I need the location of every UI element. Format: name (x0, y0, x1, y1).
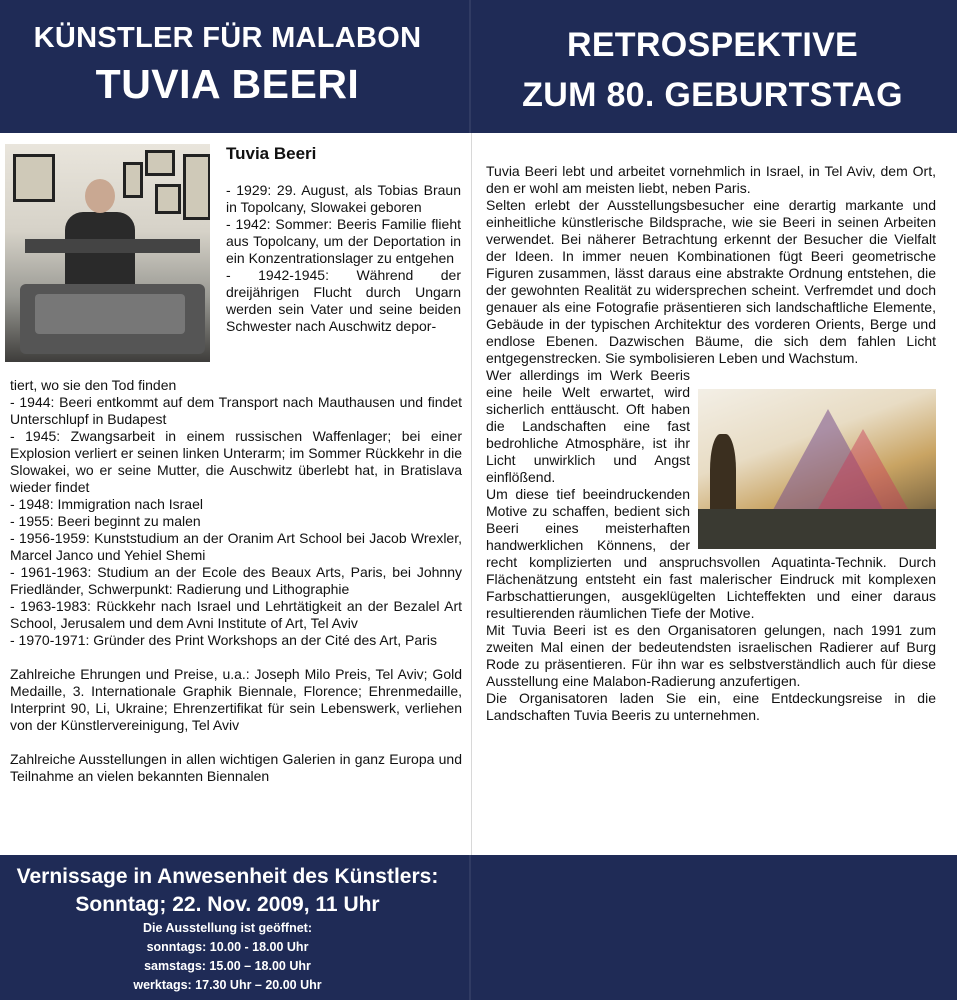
vernissage-line: Vernissage in Anwesenheit des Künstlers: (16, 865, 439, 888)
header-artist-name: TUVIA BEERI (95, 61, 360, 107)
article-paragraph: Selten erlebt der Ausstellungsbesucher eine derartig markante und einheitliche künstlerische Bildsprache, wie sie Beeri in seinen Arbeiten verwendet. Bei näherer Betrachtung erkennt der Besucher die Vielfalt der Ideen. In immer neuen Kombinationen fügt Beeri geometrische Figuren zusammen, lässt daraus eine abstrakte Ordnung entstehen, die der gewohnten Realität zu widersprechen scheint. Verfremdet und doch genauer als eine Fotografie präsentieren sich landschaftliche Elemente, Gebäude in der typischen Architektur des vorderen Orients, Berge und endlose Ebenen. Dazwischen Bäume, die sich dem fahlen Licht entgegenstrecken. Sie symbolisieren Leben und Wachstum. (486, 197, 936, 366)
header-left (0, 18, 455, 110)
bio-honors: Zahlreiche Ehrungen und Preise, u.a.: Joseph Milo Preis, Tel Aviv; Gold Medaille, 3. Internationale Graphik Biennale, Florence; Ehrenmedaille, Interprint 90, Li, Ukraine; Ehrenzertifikat für sein Lebenswerk, verliehen von der Künstlervereinigung, Tel Aviv (10, 666, 462, 733)
bio-entry: - 1955: Beeri beginnt zu malen (10, 513, 201, 529)
bio-entry: - 1942-1945: Während der dreijährigen Flucht durch Ungarn werden sein Vater und seine beiden Schwester nach Auschwitz depor- (226, 267, 461, 334)
bio-entry: - 1970-1971: Gründer des Print Workshops an der Cité des Art, Paris (10, 632, 437, 648)
footer-info (0, 863, 455, 995)
article-paragraph: Wer allerdings im Werk Beeris eine heile Welt erwartet, wird sicherlich enttäuscht. Oft haben die Landschaften eine fast bedrohliche Atmosphäre, ist ihr Licht unwirklich und Angst einflößend. (486, 367, 690, 485)
bio-entry: - 1929: 29. August, als Tobias Braun in Topolcany, Slowakei geboren (226, 182, 461, 215)
bio-title: Tuvia Beeri (226, 144, 317, 163)
vernissage-date: Sonntag; 22. Nov. 2009, 11 Uhr (75, 893, 380, 916)
bio-entry: - 1942: Sommer: Beeris Familie flieht aus Topolcany, um der Deportation in ein Konzentrationslager zu entgehen (226, 216, 461, 266)
bio-timeline-bottom (10, 377, 462, 785)
bio-entry: - 1944: Beeri entkommt auf dem Transport nach Mauthausen und findet Unterschlupf in Budapest (10, 394, 462, 427)
bio-entry: tiert, wo sie den Tod finden (10, 377, 177, 393)
bio-exhibitions: Zahlreiche Ausstellungen in allen wichtigen Galerien in ganz Europa und Teilnahme an vielen bekannten Biennalen (10, 751, 462, 784)
bio-entry: - 1961-1963: Studium an der Ecole des Beaux Arts, Paris, bei Johnny Friedländer, Schwerpunkt: Radierung und Lithographie (10, 564, 462, 597)
header-birthday: ZUM 80. GEBURTSTAG (522, 76, 903, 114)
fold-line-inner (471, 133, 472, 855)
header-retrospective: RETROSPEKTIVE (566, 26, 859, 64)
bio-entry: - 1963-1983: Rückkehr nach Israel und Lehrtätigkeit an der Bezalel Art School, Jerusalem und dem Avni Institute of Art, Tel Aviv (10, 598, 462, 631)
header-subtitle: KÜNSTLER FÜR MALABON (33, 22, 422, 54)
bio-entry: - 1945: Zwangsarbeit in einem russischen Waffenlager; bei einer Explosion verliert er seinen linken Unterarm; im Sommer Rückkehr in die Slowakei, wo er seine Mutter, die Auschwitz überlebt hat, in Bratislava wieder findet (10, 428, 462, 495)
opening-hours-sunday: sonntags: 10.00 - 18.00 Uhr (146, 940, 309, 954)
article-paragraph: Die Organisatoren laden Sie ein, eine Entdeckungsreise in die Landschaften Tuvia Beeris zu unternehmen. (486, 690, 936, 723)
artist-photo (5, 144, 210, 362)
opening-hours-saturday: samstags: 15.00 – 18.00 Uhr (144, 959, 311, 973)
bio-entry: - 1948: Immigration nach Israel (10, 496, 203, 512)
article-column (486, 163, 936, 724)
article-paragraph: Tuvia Beeri lebt und arbeitet vornehmlich in Israel, in Tel Aviv, dem Ort, den er wohl am meisten liebt, neben Paris. (486, 163, 936, 196)
article-paragraph: Mit Tuvia Beeri ist es den Organisatoren gelungen, nach 1991 zum zweiten Mal einen der bedeutendsten israelischen Radierer auf Burg Rode zu präsentieren. Für ihn war es selbstverständlich auch für diese Ausstellung eine Malabon-Radierung anzufertigen. (486, 622, 936, 689)
bio-entry: - 1956-1959: Kunststudium an der Oranim Art School bei Jacob Wrexler, Marcel Janco und Yehiel Shemi (10, 530, 462, 563)
article-paragraph: Um diese tief beeindruckenden Motive zu schaffen, bedient sich Beeri eines meisterhaften handwerklichen Könnens, der recht komplizierten und anspruchsvollen Aquatinta-Technik. Durch Flächenätzung entsteht ein fast malerischer Eindruck mit komplexen Farbschattierungen, ausgeklügelten Lichteffekten und einer daraus resultierenden räumlichen Tiefe der Motive. (486, 486, 936, 621)
bio-timeline-top (226, 182, 461, 335)
opening-hours-title: Die Ausstellung ist geöffnet: (143, 921, 312, 935)
opening-hours-weekday: werktags: 17.30 Uhr – 20.00 Uhr (133, 978, 322, 992)
header-right (480, 20, 945, 120)
artwork-image (698, 389, 936, 549)
